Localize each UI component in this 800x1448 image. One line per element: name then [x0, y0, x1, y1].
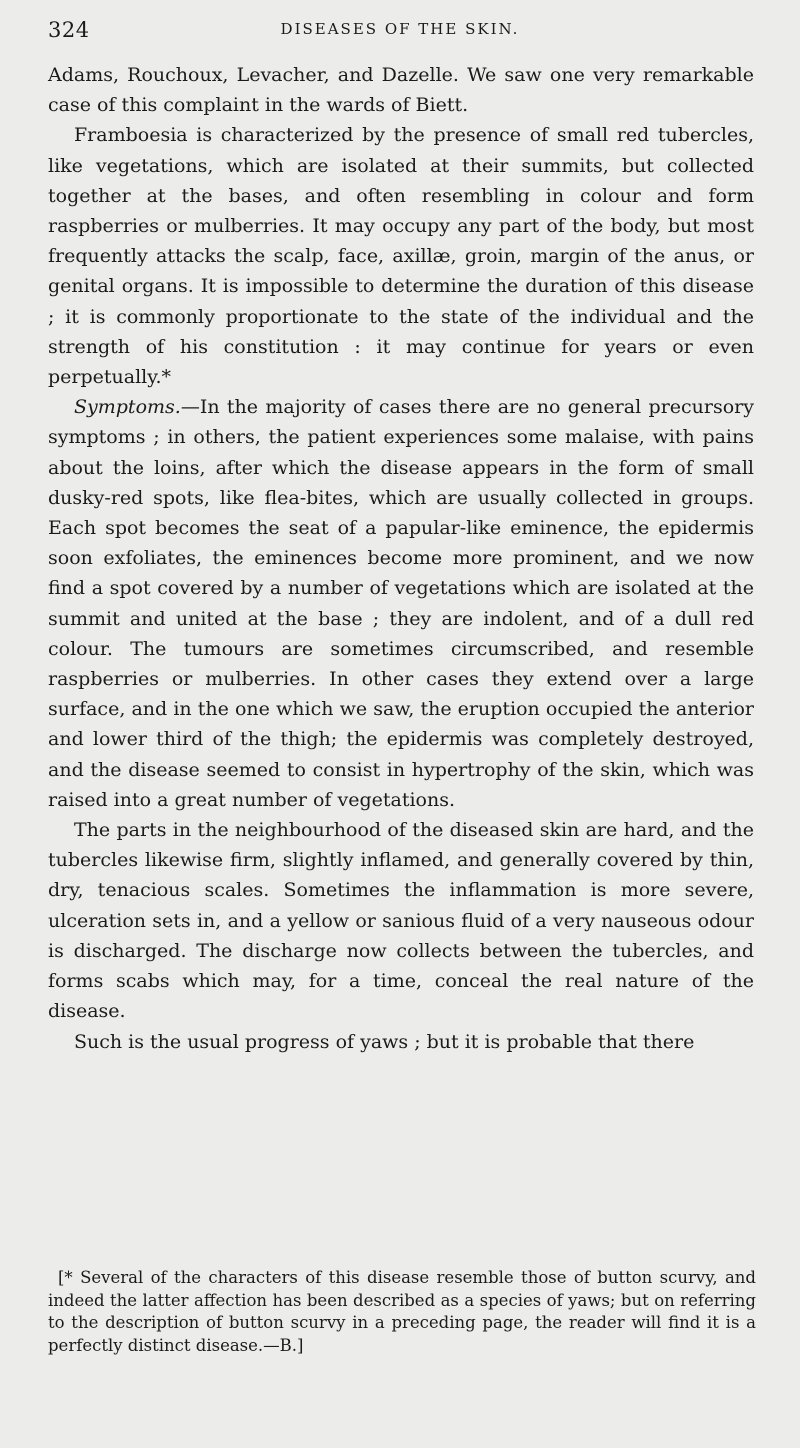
paragraph: Such is the usual progress of yaws ; but it is probable that there [74, 1030, 695, 1053]
paragraph: The parts in the neighbourhood of the diseased skin are hard, and the tubercles likewise firm, slightly inflamed, and generally covered by thin, dry, tenacious scales. Sometimes the inflammation is more severe, ulceration sets in, and a yellow or sanious fluid of a very nauseous odour is discharged. The discharge now collects between the tubercles, and forms scabs which may, for a time, conceal the real nature of the disease. [48, 819, 754, 1023]
page-number: 324 [48, 18, 90, 42]
footnote [48, 1267, 756, 1357]
run-in-heading: Symptoms. [74, 396, 181, 419]
footnote-text: [* Several of the characters of this disease resemble those of button scurvy, and indeed the latter affection has been described as a species of yaws; but on referring to the description of button scurvy in a preceding page, the reader will find it is a perfectly distinct disease.—B.] [48, 1268, 756, 1355]
page-header [48, 18, 752, 48]
paragraph-text: —In the majority of cases there are no general precursory symptoms ; in others, the patient experiences some malaise, with pains about the loins, after which the disease appears in the form of small dusky-red spots, like flea-bites, which are usually collected in groups. Each spot becomes the seat of a papular-like eminence, the epidermis soon exfoliates, the eminences become more prominent, and we now find a spot covered by a number of vegetations which are isolated at the summit and united at the base ; they are indolent, and of a dull red colour. The tumours are sometimes circumscribed, and resemble raspberries or mulberries. In other cases they extend over a large surface, and in the one which we saw, the eruption occupied the anterior and lower third of the thigh; the epidermis was completely destroyed, and the disease seemed to consist in hypertrophy of the skin, which was raised into a great number of vegetations. [48, 396, 754, 811]
body-text [48, 60, 754, 1057]
paragraph: Framboesia is characterized by the presence of small red tubercles, like vegetations, which are isolated at their summits, but collected together at the bases, and often resembling in colour and form raspberries or mulberries. It may occupy any part of the body, but most frequently attacks the scalp, face, axillæ, groin, margin of the anus, or genital organs. It is impossible to determine the duration of this disease ; it is commonly proportionate to the state of the individual and the strength of his constitution : it may continue for years or even perpetually.* [48, 124, 754, 389]
paragraph: Adams, Rouchoux, Levacher, and Dazelle. We saw one very remarkable case of this complaint in the wards of Biett. [48, 64, 754, 117]
running-head: DISEASES OF THE SKIN. [280, 20, 520, 38]
paragraph-symptoms [48, 392, 754, 815]
